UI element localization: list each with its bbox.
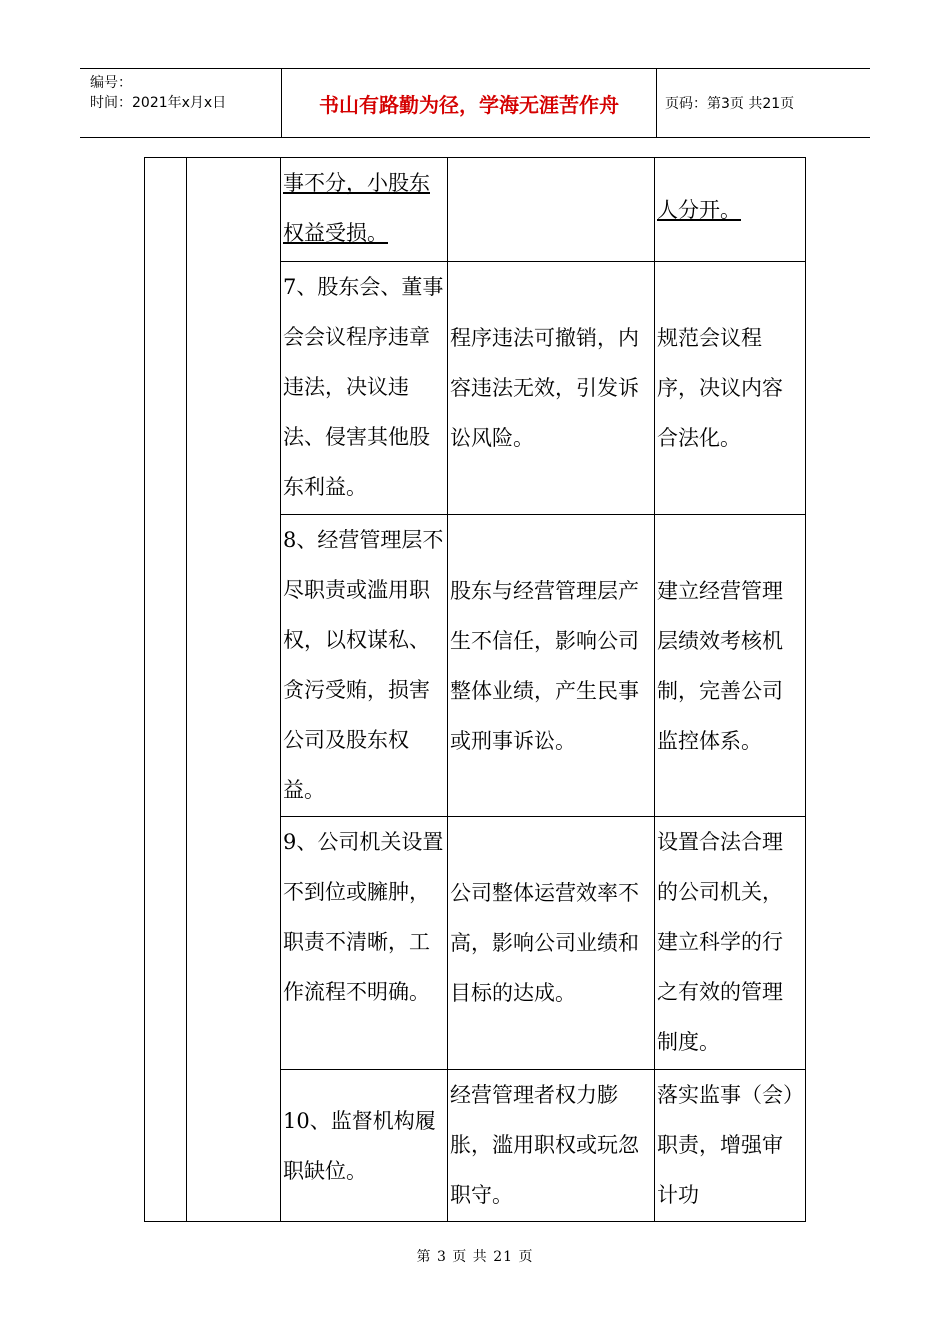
risk-cell [281, 158, 448, 262]
measure-cell: 建立经营管理层绩效考核机制，完善公司监控体系。 [655, 515, 806, 817]
header-motto: 书山有路勤为径，学海无涯苦作舟 [319, 92, 619, 117]
risk-table [144, 157, 806, 1222]
consequence-cell [448, 158, 655, 262]
page-header [80, 68, 870, 138]
page-footer: 第 3 页 共 21 页 [416, 1249, 534, 1265]
risk-cell: 9、公司机关设置不到位或臃肿，职责不清晰，工作流程不明确。 [281, 817, 448, 1070]
measure-cell: 规范会议程序，决议内容合法化。 [655, 262, 806, 515]
consequence-cell: 经营管理者权力膨胀，滥用职权或玩忽职守。 [448, 1070, 655, 1222]
measure-cell [655, 158, 806, 262]
risk-cell: 7、股东会、董事会会议程序违章违法，决议违法、侵害其他股东利益。 [281, 262, 448, 515]
table-row [145, 158, 806, 262]
subcategory-cell [187, 158, 281, 1222]
measure-cell: 落实监事（会）职责，增强审计功 [655, 1070, 806, 1222]
header-meta [90, 73, 226, 113]
risk-text: 事不分，小股东权益受损。 [283, 171, 430, 245]
measure-text: 人分开。 [657, 197, 741, 222]
consequence-cell: 程序违法可撤销，内容违法无效，引发诉讼风险。 [448, 262, 655, 515]
number-label: 编号： [90, 75, 132, 91]
measure-cell: 设置合法合理的公司机关，建立科学的行之有效的管理制度。 [655, 817, 806, 1070]
consequence-cell: 股东与经营管理层产生不信任，影响公司整体业绩，产生民事或刑事诉讼。 [448, 515, 655, 817]
category-cell [145, 158, 187, 1222]
time-label: 时间：2021年x月x日 [90, 95, 227, 111]
header-page-info: 页码：第3页 共21页 [665, 96, 795, 112]
risk-cell: 10、监督机构履职缺位。 [281, 1070, 448, 1222]
consequence-cell: 公司整体运营效率不高，影响公司业绩和目标的达成。 [448, 817, 655, 1070]
header-divider [656, 69, 657, 137]
risk-cell: 8、经营管理层不尽职责或滥用职权，以权谋私、贪污受贿，损害公司及股东权益。 [281, 515, 448, 817]
